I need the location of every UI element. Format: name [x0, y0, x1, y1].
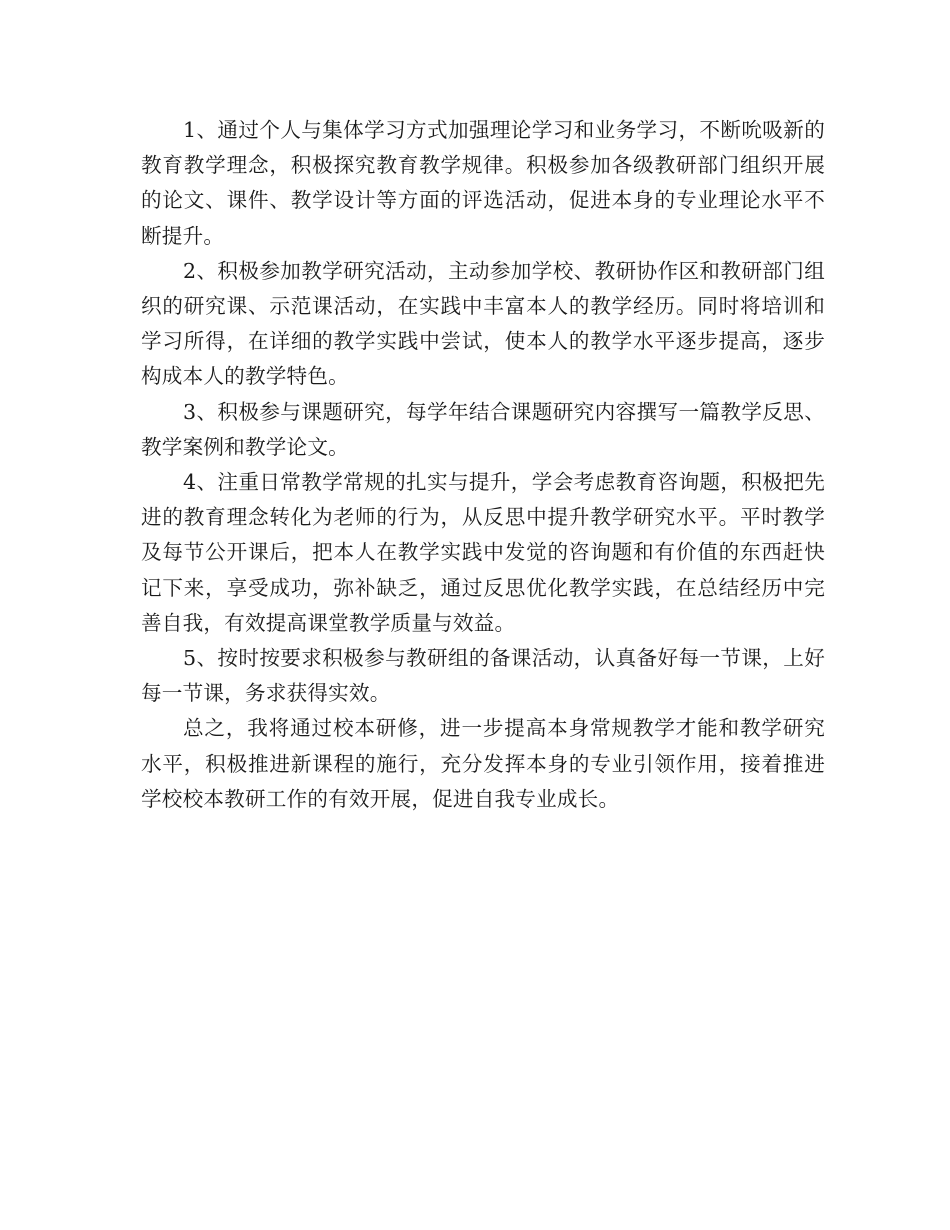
- paragraph-3: 3、积极参与课题研究，每学年结合课题研究内容撰写一篇教学反思、教学案例和教学论文。: [141, 399, 825, 459]
- paragraph-4: 4、注重日常教学常规的扎实与提升，学会考虑教育咨询题，积极把先进的教育理念转化为老师的行为，从反思中提升教学研究水平。平时教学及每节公开课后，把本人在教学实践中发觉的咨询题和有价值的东西赶快记下来，享受成功，弥补缺乏，通过反思优化教学实践，在总结经历中完善自我，有效提高课堂教学质量与效益。: [141, 470, 825, 635]
- paragraph-5: 5、按时按要求积极参与教研组的备课活动，认真备好每一节课，上好每一节课，务求获得实效。: [141, 646, 825, 706]
- paragraph-1: 1、通过个人与集体学习方式加强理论学习和业务学习，不断吮吸新的教育教学理念，积极探究教育教学规律。积极参加各级教研部门组织开展的论文、课件、教学设计等方面的评选活动，促进本身的专业理论水平不断提升。: [141, 118, 825, 248]
- paragraph-2: 2、积极参加教学研究活动，主动参加学校、教研协作区和教研部门组织的研究课、示范课活动，在实践中丰富本人的教学经历。同时将培训和学习所得，在详细的教学实践中尝试，使本人的教学水平逐步提高，逐步构成本人的教学特色。: [141, 258, 825, 389]
- paragraph-summary: 总之，我将通过校本研修，进一步提高本身常规教学才能和教学研究水平，积极推进新课程的施行，充分发挥本身的专业引领作用，接着推进学校校本教研工作的有效开展，促进自我专业成长。: [141, 716, 825, 811]
- document-body: [141, 113, 825, 817]
